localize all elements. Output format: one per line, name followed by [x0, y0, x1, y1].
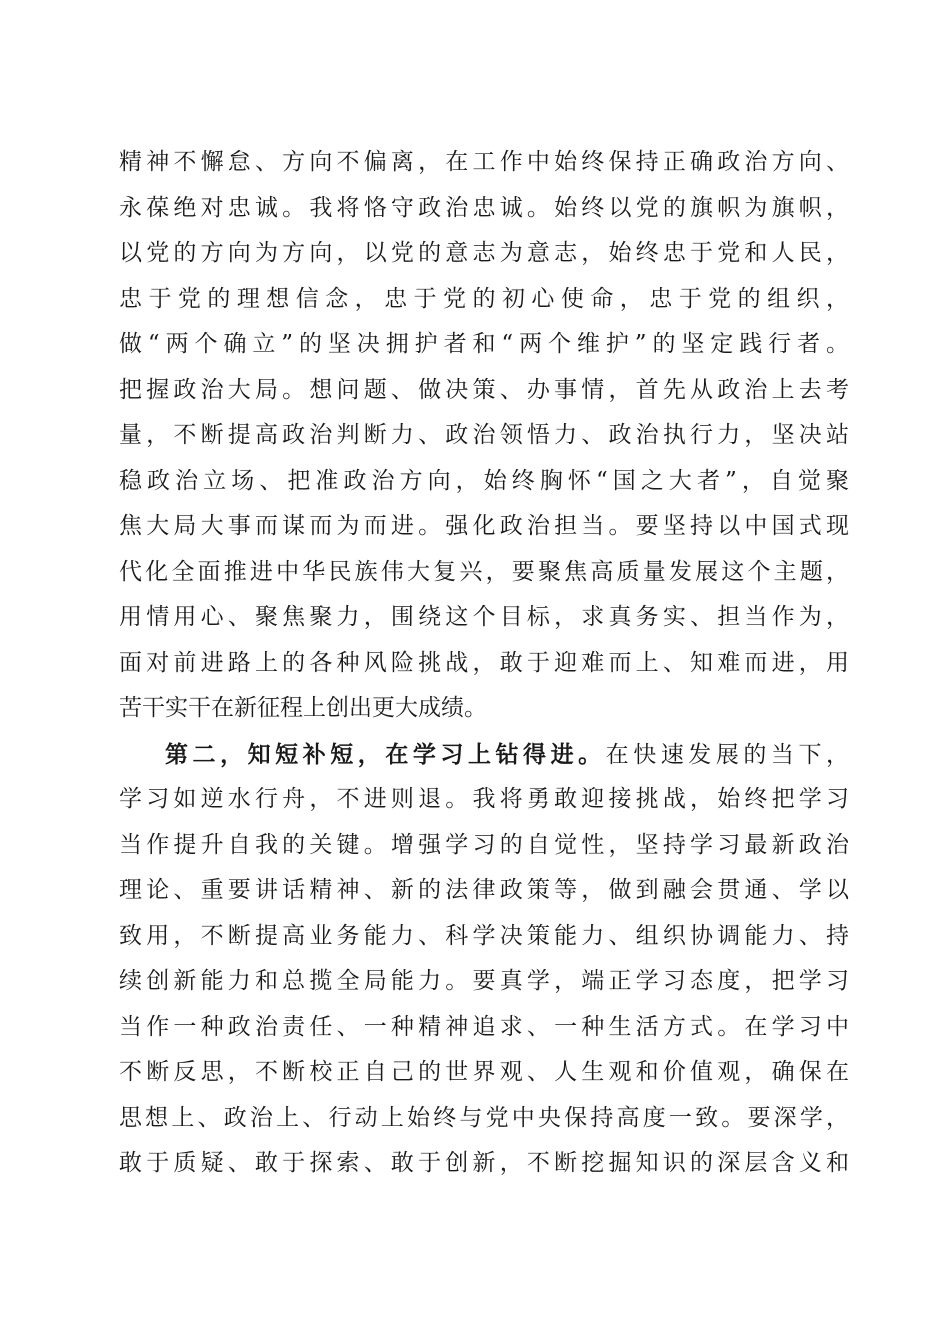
- document-body: [119, 140, 849, 1187]
- text-line: 续创新能力和总揽全局能力。要真学，端正学习态度，把学习: [119, 968, 849, 994]
- text-line: 量，不断提高政治判断力、政治领悟力、政治执行力，坚决站: [119, 422, 849, 448]
- paragraph-first-line: [119, 732, 849, 778]
- text-line: 面对前进路上的各种风险挑战，敢于迎难而上、知难而进，用: [119, 649, 849, 676]
- text-line: 把握政治大局。想问题、做决策、办事情，首先从政治上去考: [119, 376, 849, 403]
- text-line: 以党的方向为方向，以党的意志为意志，始终忠于党和人民，: [119, 240, 849, 266]
- text-line: 用情用心、聚焦聚力，围绕这个目标，求真务实、担当作为，: [119, 604, 849, 630]
- text-line: 永葆绝对忠诚。我将恪守政治忠诚。始终以党的旗帜为旗帜，: [119, 194, 849, 221]
- text-line: 代化全面推进中华民族伟大复兴，要聚焦高质量发展这个主题，: [119, 558, 849, 585]
- text-line: 做“两个确立”的坚决拥护者和“两个维护”的坚定践行者。: [119, 331, 849, 357]
- text-line: 学习如逆水行舟，不进则退。我将勇敢迎接挑战，始终把学习: [119, 786, 849, 812]
- text-line: 精神不懈怠、方向不偏离，在工作中始终保持正确政治方向、: [119, 149, 849, 175]
- text-line: 致用，不断提高业务能力、科学决策能力、组织协调能力、持: [119, 922, 849, 949]
- text-line: 不断反思，不断校正自己的世界观、人生观和价值观，确保在: [119, 1059, 849, 1085]
- text-line: 焦大局大事而谋而为而进。强化政治担当。要坚持以中国式现: [119, 513, 849, 539]
- text-line: 理论、重要讲话精神、新的法律政策等，做到融会贯通、学以: [119, 877, 849, 903]
- section-heading: 第二，知短补短，在学习上钻得进。: [165, 740, 606, 768]
- text-line: 当作一种政治责任、一种精神追求、一种生活方式。在学习中: [119, 1013, 849, 1040]
- text-line: 当作提升自我的关键。增强学习的自觉性，坚持学习最新政治: [119, 831, 849, 858]
- text-line: 思想上、政治上、行动上始终与党中央保持高度一致。要深学，: [119, 1104, 849, 1131]
- text-run: 在快速发展的当下，: [605, 741, 850, 768]
- text-line: 敢于质疑、敢于探索、敢于创新，不断挖掘知识的深层含义和: [119, 1150, 849, 1176]
- text-line: 苦干实干在新征程上创出更大成绩。: [119, 695, 487, 721]
- text-line: 稳政治立场、把准政治方向，始终胸怀“国之大者”，自觉聚: [119, 467, 849, 494]
- text-line: 忠于党的理想信念，忠于党的初心使命，忠于党的组织，: [119, 285, 849, 312]
